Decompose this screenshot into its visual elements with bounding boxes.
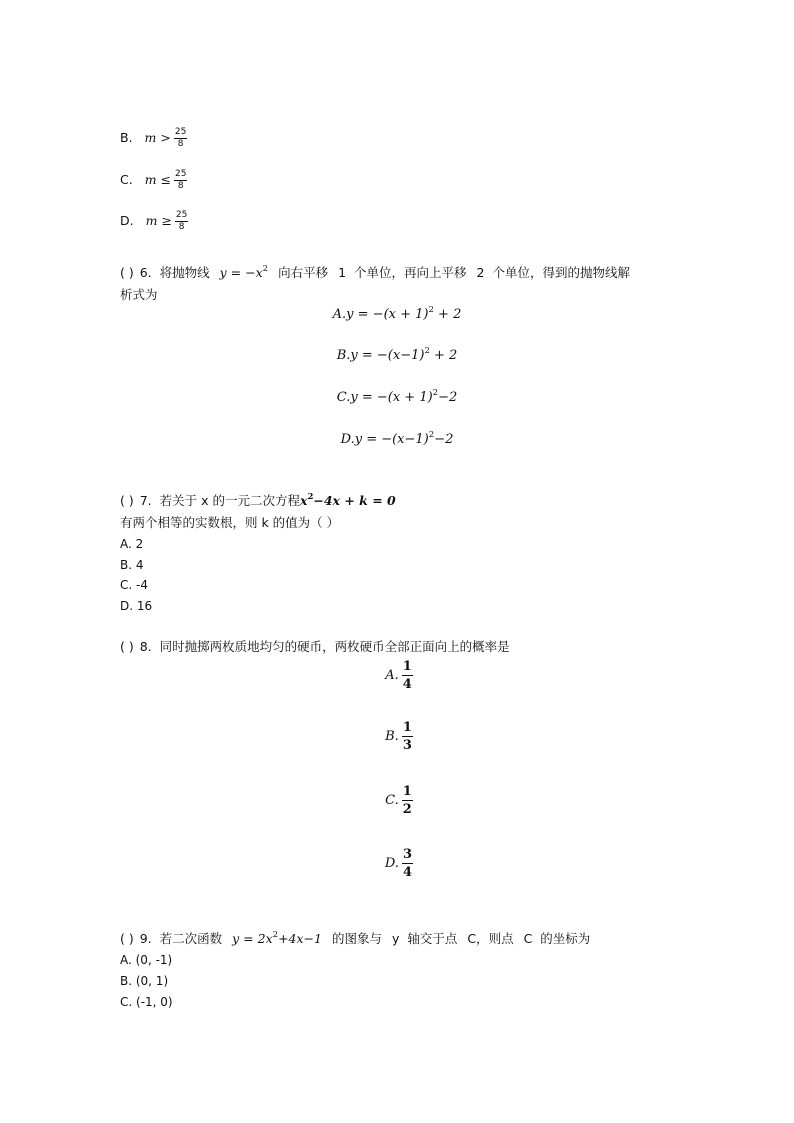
q7-option-a: A. 2	[120, 537, 144, 551]
q6-option-d: $D.y = -(x-1)^2-2$	[340, 430, 454, 447]
q9-option-a: A. (0, -1)	[120, 953, 173, 967]
q9-option-c: C. (-1, 0)	[120, 995, 173, 1009]
q8-answer-blank: ( )	[120, 639, 134, 654]
q6-stem-line2: 析式为	[120, 287, 158, 302]
q7-stem-line1: ( ) 7. 若关于 x 的一元二次方程$x^2-4x + k = 0$	[120, 492, 396, 508]
q8-option-a: A. $\frac{1}{4}$	[385, 659, 412, 692]
q6-stem-line1: ( ) 6. 将抛物线 $y = -x^2$ 向右平移 1 个单位，再向上平移 2 个单位，得到的抛物线解	[120, 264, 630, 280]
q5-option-c: C. m ≤ $\frac{25}{8}$	[120, 169, 187, 191]
q9-answer-blank: ( )	[120, 931, 134, 946]
q8-stem: ( ) 8. 同时抛掷两枚质地均匀的硬币，两枚硬币全部正面向上的概率是	[120, 639, 510, 654]
q7-stem-line2: 有两个相等的实数根，则 k 的值为（ ）	[120, 515, 340, 530]
q8-option-d: D. $\frac{3}{4}$	[384, 847, 413, 880]
q9-stem: ( ) 9. 若二次函数 $y = 2x^2+4x-1$ 的图象与 y 轴交于点 C，则点 C 的坐标为	[120, 930, 591, 946]
q6-option-c: $C.y = -(x + 1)^2-2$	[336, 388, 458, 405]
q8-option-b: B. $\frac{1}{3}$	[385, 720, 412, 753]
q6-option-a: $A.y = -(x + 1)^2 + 2$	[332, 305, 462, 322]
q6-option-b: $B.y = -(x-1)^2 + 2$	[336, 346, 458, 363]
q6-answer-blank: ( )	[120, 265, 134, 280]
q7-answer-blank: ( )	[120, 493, 134, 508]
q7-option-c: C. -4	[120, 578, 148, 592]
q7-option-b: B. 4	[120, 558, 144, 572]
q9-option-b: B. (0, 1)	[120, 974, 169, 988]
q8-option-c: C. $\frac{1}{2}$	[385, 784, 412, 817]
q5-option-b: B. m > $\frac{25}{8}$	[120, 127, 187, 149]
q7-option-d: D. 16	[120, 599, 153, 613]
q5-option-d: D. m ≥ $\frac{25}{8}$	[120, 210, 188, 232]
